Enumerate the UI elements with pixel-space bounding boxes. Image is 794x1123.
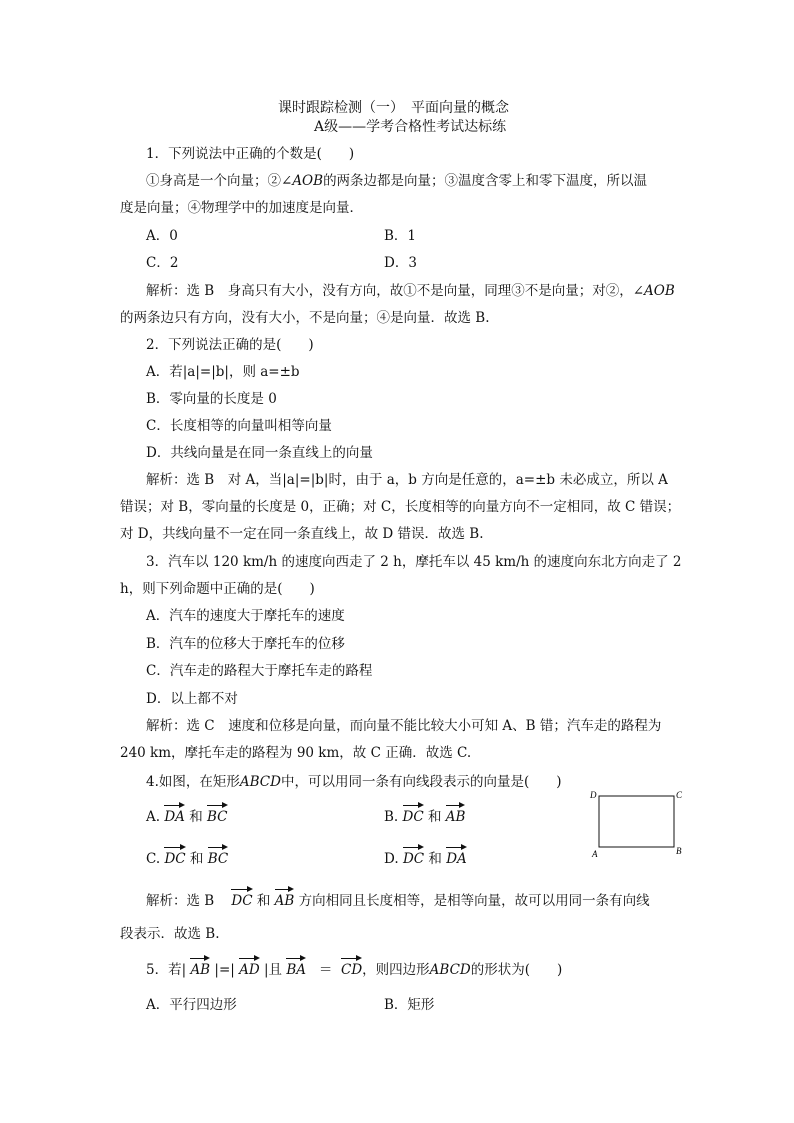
q3-option-d: D．以上都不对 <box>146 691 238 707</box>
q1-option-c: C．2 <box>146 255 179 271</box>
q4-stem: 4.如图，在矩形ABCD中，可以用同一条有向线段表示的向量是( ) <box>146 774 562 790</box>
q5-option-a: A．平行四边形 <box>146 997 237 1013</box>
q3-option-a: A．汽车的速度大于摩托车的速度 <box>146 608 345 624</box>
vertex-label-a: A <box>592 849 598 859</box>
q2-explanation-line1: 解析：选 B 对 A，当|a|=|b|时，由于 a，b 方向是任意的，a=±b 未必成立，所以 A <box>146 472 668 488</box>
q2-explanation-line2: 错误；对 B，零向量的长度是 0，正确；对 C，长度相等的向量方向不一定相同，故 C 错误； <box>120 499 681 515</box>
q1-text-line1: ①身高是一个向量；②∠AOB的两条边都是向量；③温度含零上和零下温度，所以温 <box>146 173 648 189</box>
q4-option-d: D. DC 和 DA <box>384 851 467 867</box>
vector-ad: AD <box>239 962 260 978</box>
q4-option-b: B. DC 和 AB <box>384 809 466 825</box>
vertex-label-b: B <box>676 846 682 856</box>
q1-option-a: A．0 <box>146 228 178 244</box>
q2-option-b: B．零向量的长度是 0 <box>146 391 277 407</box>
vector-ba: BA <box>286 962 307 978</box>
q2-option-a: A．若|a|=|b|，则 a=±b <box>146 364 300 380</box>
q3-explanation-line2: 240 km，摩托车走的路程为 90 km，故 C 正确．故选 C. <box>120 745 472 761</box>
q2-explanation-line3: 对 D，共线向量不一定在同一条直线上，故 D 错误．故选 B. <box>120 526 484 542</box>
vector-dc: DC <box>402 851 425 867</box>
q3-option-c: C．汽车走的路程大于摩托车走的路程 <box>146 663 373 679</box>
vector-ab: AB <box>445 809 466 825</box>
q5-option-b: B．矩形 <box>384 997 435 1013</box>
vector-dc: DC <box>402 809 424 825</box>
vector-dc: DC <box>164 851 186 867</box>
q2-stem: 2．下列说法正确的是( ) <box>146 337 314 353</box>
q1-text-line2: 度是向量；④物理学中的加速度是向量． <box>120 200 363 216</box>
vector-ab: AB <box>274 893 295 909</box>
q3-option-b: B．汽车的位移大于摩托车的位移 <box>146 636 345 652</box>
q1-explanation-line1: 解析：选 B 身高只有大小，没有方向，故①不是向量，同理③不是向量；对②，∠AOB <box>146 283 675 299</box>
q5-stem: 5．若| AB |=| AD |且 BA ＝ CD，则四边形ABCD的形状为( ) <box>146 962 563 978</box>
page-subtitle: A级——学考合格性考试达标练 <box>314 119 507 135</box>
vector-da: DA <box>446 851 467 867</box>
page-title: 课时跟踪检测（一） 平面向量的概念 <box>278 100 509 116</box>
vector-cd: CD <box>341 962 363 978</box>
q4-option-c: C. DC 和 BC <box>146 851 229 867</box>
q2-option-c: C．长度相等的向量叫相等向量 <box>146 418 332 434</box>
q1-stem: 1．下列说法中正确的个数是( ) <box>146 146 355 162</box>
q4-explanation-line1: 解析：选 B DC 和 AB 方向相同且长度相等，是相等向量，故可以用同一条有向线 <box>146 893 650 909</box>
vector-ab: AB <box>190 962 211 978</box>
q1-option-d: D．3 <box>384 255 417 271</box>
vector-dc: DC <box>231 893 253 909</box>
q3-stem-line1: 3．汽车以 120 km/h 的速度向西走了 2 h，摩托车以 45 km/h 的速度向东北方向走了 2 <box>146 554 682 570</box>
q1-explanation-line2: 的两条边只有方向，没有大小，不是向量；④是向量．故选 B. <box>120 310 490 326</box>
vector-da: DA <box>164 809 185 825</box>
rectangle-abcd-figure <box>588 787 688 859</box>
vertex-label-d: D <box>590 790 597 800</box>
vector-bc: BC <box>207 851 229 867</box>
q3-explanation-line1: 解析：选 C 速度和位移是向量，而向量不能比较大小可知 A、B 错；汽车走的路程为 <box>146 718 662 734</box>
q4-option-a: A. DA 和 BC <box>146 809 228 825</box>
q2-option-d: D．共线向量是在同一条直线上的向量 <box>146 445 373 461</box>
q1-option-b: B．1 <box>384 228 417 244</box>
vertex-label-c: C <box>676 790 683 800</box>
q4-explanation-line2: 段表示．故选 B. <box>120 926 220 942</box>
rectangle-shape <box>599 796 674 847</box>
q3-stem-line2: h，则下列命题中正确的是( ) <box>120 581 315 597</box>
vector-bc: BC <box>207 809 228 825</box>
